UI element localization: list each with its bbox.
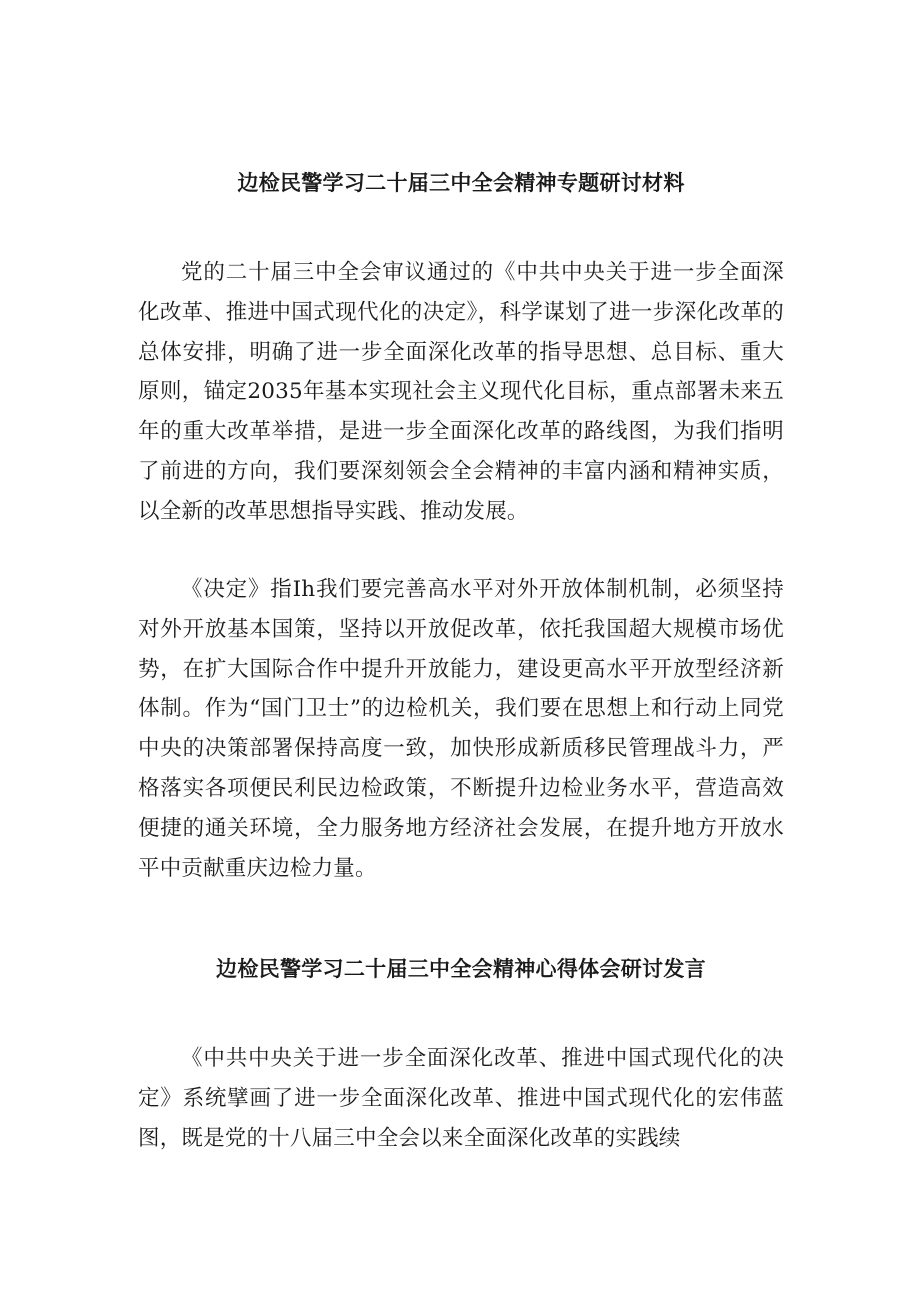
section-2-paragraph-1: 《中共中央关于进一步全面深化改革、推进中国式现代化的决定》系统擘画了进一步全面深化改革、推进中国式现代化的宏伟蓝图，既是党的十八届三中全会以来全面深化改革的实践续 — [138, 1046, 784, 1151]
section-2-title: 边检民警学习二十届三中全会精神心得体会研讨发言 — [216, 957, 706, 981]
section-1-title: 边检民警学习二十届三中全会精神专题研讨材料 — [237, 171, 685, 195]
section-1-paragraph-1: 党的二十届三中全会审议通过的《中共中央关于进一步全面深化改革、推进中国式现代化的决定》，科学谋划了进一步深化改革的总体安排，明确了进一步全面深化改革的指导思想、总目标、重大原则，锚定2035年基本实现社会主义现代化目标，重点部署未来五年的重大改革举措，是进一步全面深化改革的路线图，为我们指明了前进的方向，我们要深刻领会全会精神的丰富内涵和精神实质，以全新的改革思想指导实践、推动发展。 — [138, 260, 784, 524]
section-1-paragraph-2: 《决定》指Ih我们要完善高水平对外开放体制机制，必须坚持对外开放基本国策，坚持以开放促改革，依托我国超大规模市场优势，在扩大国际合作中提升开放能力，建设更高水平开放型经济新体制。作为“国门卫士”的边检机关，我们要在思想上和行动上同党中央的决策部署保持高度一致，加快形成新质移民管理战斗力，严格落实各项便民利民边检政策，不断提升边检业务水平，营造高效便捷的通关环境，全力服务地方经济社会发展，在提升地方开放水平中贡献重庆边检力量。 — [138, 577, 784, 881]
